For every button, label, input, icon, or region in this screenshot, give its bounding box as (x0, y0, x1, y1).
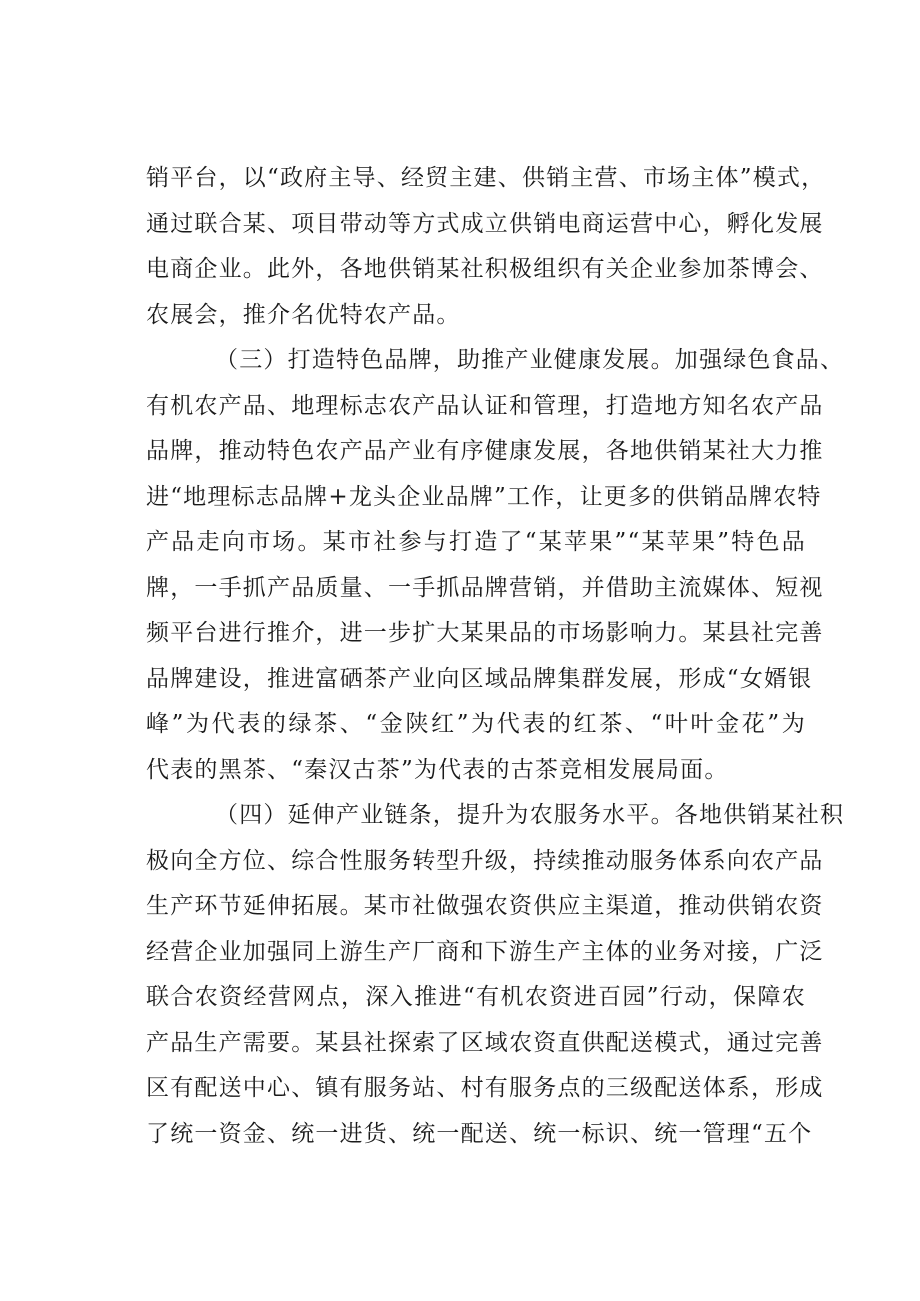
paragraph-2-line-3: 品牌，推动特色农产品产业有序健康发展，各地供销某社大力推 (146, 438, 824, 464)
paragraph-2-line-1: （三）打造特色品牌，助推产业健康发展。加强绿色食品、 (215, 347, 845, 373)
paragraph-1-line-4: 农展会，推介名优特农产品。 (146, 301, 461, 328)
paragraph-2-line-10: 代表的黑茶、“秦汉古茶”为代表的古茶竞相发展局面。 (146, 756, 729, 783)
paragraph-2-line-2: 有机农产品、地理标志农产品认证和管理，打造地方知名农产品 (146, 392, 824, 419)
paragraph-3-line-6: 产品生产需要。某县社探索了区域农资直供配送模式，通过完善 (146, 1029, 824, 1056)
paragraph-2-line-5: 产品走向市场。某市社参与打造了“某苹果”“某苹果”特色品 (146, 529, 806, 555)
paragraph-1-line-1: 销平台，以“政府主导、经贸主建、供销主营、市场主体”模式， (146, 165, 826, 191)
paragraph-2-line-6: 牌，一手抓产品质量、一手抓品牌营销，并借助主流媒体、短视 (146, 574, 824, 601)
paragraph-2-line-9: 峰”为代表的绿茶、“金陕红”为代表的红茶、“叶叶金花”为 (146, 711, 806, 737)
paragraph-2-line-8: 品牌建设，推进富硒茶产业向区域品牌集群发展，形成“女婿银 (146, 665, 813, 692)
paragraph-2-line-4: 进“地理标志品牌+龙头企业品牌”工作，让更多的供销品牌农特 (146, 483, 822, 510)
body-text (146, 156, 845, 1157)
paragraph-3-line-5: 联合农资经营网点，深入推进“有机农资进百园”行动，保障农 (146, 984, 806, 1010)
paragraph-3-line-4: 经营企业加强同上游生产厂商和下游生产主体的业务对接，广泛 (146, 938, 824, 965)
paragraph-3-line-7: 区有配送中心、镇有服务站、村有服务点的三级配送体系，形成 (146, 1075, 824, 1101)
paragraph-3-line-3: 生产环节延伸拓展。某市社做强农资供应主渠道，推动供销农资 (146, 893, 824, 919)
paragraph-3-line-2: 极向全方位、综合性服务转型升级，持续推动服务体系向农产品 (146, 847, 824, 874)
paragraph-1-line-2: 通过联合某、项目带动等方式成立供销电商运营中心，孵化发展 (146, 210, 824, 237)
paragraph-3-line-8: 了统一资金、统一进货、统一配送、统一标识、统一管理“五个 (146, 1120, 813, 1147)
paragraph-3-line-1: （四）延伸产业链条，提升为农服务水平。各地供销某社积 (215, 802, 845, 828)
paragraph-1-line-3: 电商企业。此外，各地供销某社积极组织有关企业参加茶博会、 (146, 256, 824, 282)
paragraph-2-line-7: 频平台进行推介，进一步扩大某果品的市场影响力。某县社完善 (146, 620, 824, 646)
